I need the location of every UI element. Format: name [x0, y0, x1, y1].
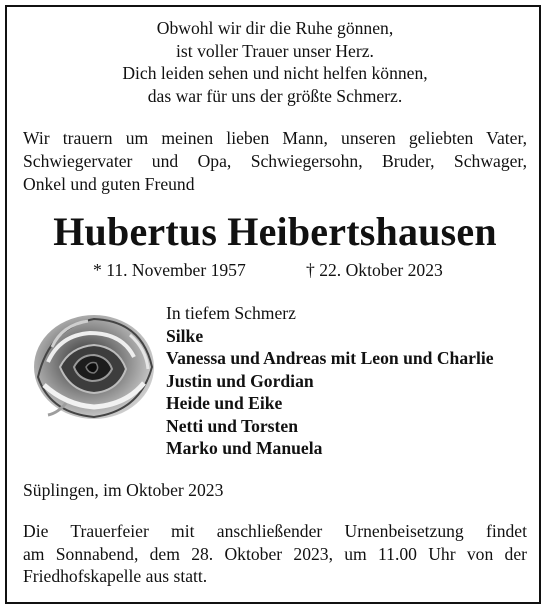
- poem-line: Dich leiden sehen und nicht helfen können,: [122, 63, 428, 84]
- poem-line: ist voller Trauer unser Herz.: [176, 40, 374, 61]
- mourner-name: Justin und Gordian: [166, 370, 314, 391]
- mourner-name: Netti und Torsten: [166, 415, 298, 436]
- birth-date: * 11. November 1957: [93, 260, 246, 280]
- rose-image: [30, 307, 158, 427]
- mourner-name: Marko und Manuela: [166, 438, 323, 458]
- poem-line: Obwohl wir dir die Ruhe gönnen,: [156, 18, 394, 38]
- notice-line: Friedhofskapelle aus statt.: [23, 566, 208, 587]
- intro-text: [23, 127, 527, 196]
- intro-line: Onkel und guten Freund: [23, 174, 195, 194]
- mourners-intro: In tiefem Schmerz: [166, 303, 296, 323]
- funeral-notice: [23, 520, 527, 588]
- death-date: † 22. Oktober 2023: [306, 260, 443, 280]
- mourners-list: [166, 302, 494, 460]
- place-date: Süplingen, im Oktober 2023: [23, 480, 224, 500]
- intro-line: Wir trauern um meinen lieben Mann, unseren geliebten Vater,: [23, 128, 527, 148]
- deceased-name: Hubertus Heibertshausen: [53, 209, 497, 254]
- mourner-name: Vanessa und Andreas mit Leon und Charlie: [166, 348, 494, 368]
- intro-line: Schwiegervater und Opa, Schwiegersohn, Bruder, Schwager,: [23, 151, 527, 171]
- mourner-name: Silke: [166, 325, 204, 346]
- notice-line: am Sonnabend, dem 28. Oktober 2023, um 11.00 Uhr von der: [23, 543, 527, 564]
- poem-line: das war für uns der größte Schmerz.: [147, 85, 403, 106]
- mourner-name: Heide und Eike: [166, 393, 283, 413]
- poem: [20, 17, 530, 107]
- notice-line: Die Trauerfeier mit anschließender Urnenbeisetzung findet: [23, 521, 527, 541]
